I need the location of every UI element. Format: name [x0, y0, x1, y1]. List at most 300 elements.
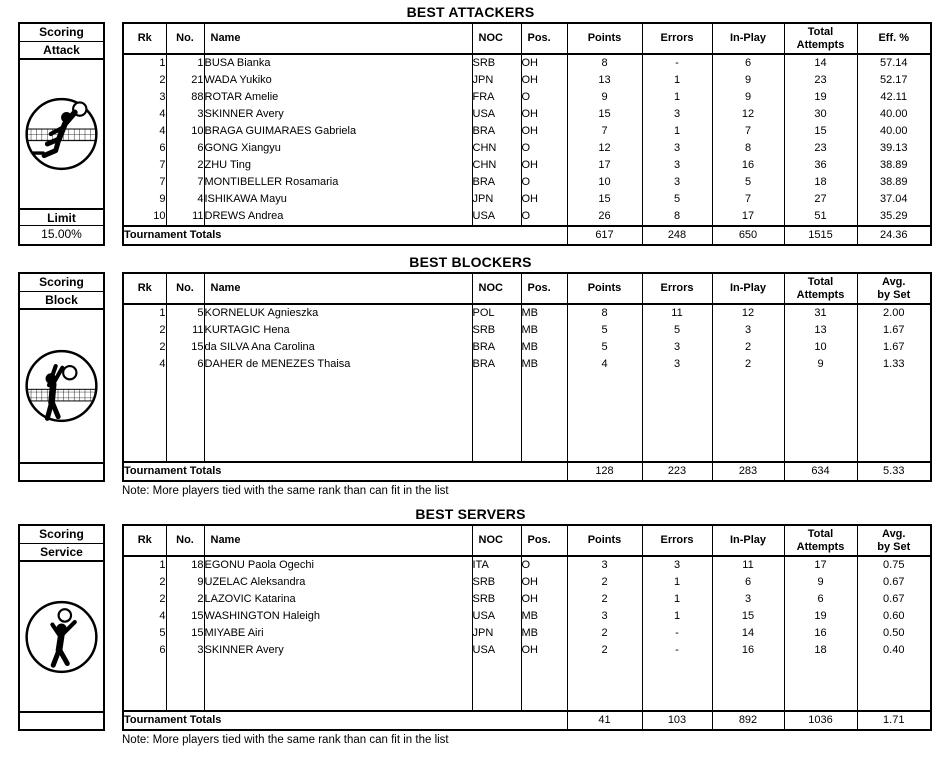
cell-num: 3 — [642, 157, 712, 174]
player-row — [123, 608, 931, 625]
cell-name: ROTAR Amelie — [204, 89, 472, 106]
cell-num: 2.00 — [857, 304, 931, 322]
cell-num: 8 — [712, 140, 784, 157]
cell-no: 6 — [166, 356, 204, 373]
cell-num: 2 — [712, 356, 784, 373]
cell-pos: O — [521, 208, 567, 226]
cell-pos: O — [521, 556, 567, 574]
cell-num: 9 — [567, 89, 642, 106]
col-total-line2: Attempts — [796, 38, 845, 51]
cell-num: 5 — [712, 174, 784, 191]
cell-rk: 1 — [123, 54, 166, 72]
cell-num: 15 — [567, 191, 642, 208]
cell-pos: OH — [521, 642, 567, 659]
cell-name: KORNELUK Agnieszka — [204, 304, 472, 322]
col-total-line2: Attempts — [796, 288, 845, 301]
attackers-rows — [123, 54, 931, 226]
cell-num: 19 — [784, 608, 857, 625]
cell-num: 1.67 — [857, 322, 931, 339]
cell-no: 4 — [166, 191, 204, 208]
totals-points: 617 — [567, 226, 642, 245]
cell-num: 42.11 — [857, 89, 931, 106]
col-number: No. — [166, 23, 204, 54]
col-rank: Rk — [123, 23, 166, 54]
cell-num: 57.14 — [857, 54, 931, 72]
cell-name: BUSA Bianka — [204, 54, 472, 72]
best-servers-table — [122, 524, 932, 731]
cell-num: 0.67 — [857, 574, 931, 591]
totals-avg: 5.33 — [857, 462, 931, 481]
attackers-band — [18, 22, 941, 246]
cell-num: 14 — [712, 625, 784, 642]
cell-name: ISHIKAWA Mayu — [204, 191, 472, 208]
cell-name: SKINNER Avery — [204, 642, 472, 659]
cell-noc: POL — [472, 304, 521, 322]
cell-no: 1 — [166, 54, 204, 72]
servers-band — [18, 524, 941, 731]
totals-attempts: 1036 — [784, 711, 857, 730]
cell-no: 7 — [166, 174, 204, 191]
cell-num: 3 — [642, 356, 712, 373]
cell-noc: BRA — [472, 174, 521, 191]
cell-num: 15 — [784, 123, 857, 140]
player-row — [123, 89, 931, 106]
cell-num: 9 — [712, 89, 784, 106]
player-row — [123, 304, 931, 322]
cell-num: 5 — [642, 191, 712, 208]
cell-no: 88 — [166, 89, 204, 106]
best-blockers-table — [122, 272, 932, 482]
empty-cell — [204, 659, 472, 711]
cell-no: 2 — [166, 157, 204, 174]
cell-num: 39.13 — [857, 140, 931, 157]
totals-inplay: 892 — [712, 711, 784, 730]
col-name: Name — [204, 525, 472, 556]
col-points: Points — [567, 525, 642, 556]
cell-pos: OH — [521, 191, 567, 208]
blockers-rows — [123, 304, 931, 462]
cell-num: 52.17 — [857, 72, 931, 89]
cell-name: MIYABE Airi — [204, 625, 472, 642]
cell-noc: CHN — [472, 157, 521, 174]
player-row — [123, 157, 931, 174]
empty-cell — [472, 659, 521, 711]
cell-rk: 2 — [123, 574, 166, 591]
col-errors: Errors — [642, 525, 712, 556]
cell-rk: 2 — [123, 72, 166, 89]
scoring-attack-sidebar — [18, 22, 105, 246]
sidebar-label-scoring: Scoring — [20, 274, 103, 292]
cell-pos: MB — [521, 339, 567, 356]
cell-num: 3 — [642, 106, 712, 123]
empty-cell — [784, 659, 857, 711]
cell-pos: OH — [521, 54, 567, 72]
cell-num: 1 — [642, 123, 712, 140]
empty-cell — [567, 659, 642, 711]
cell-pos: MB — [521, 608, 567, 625]
empty-cell — [204, 373, 472, 462]
cell-num: 14 — [784, 54, 857, 72]
player-row — [123, 339, 931, 356]
col-last-line1: Avg. — [882, 527, 906, 540]
cell-name: da SILVA Ana Carolina — [204, 339, 472, 356]
cell-num: 13 — [567, 72, 642, 89]
empty-cell — [712, 373, 784, 462]
cell-num: 37.04 — [857, 191, 931, 208]
col-points: Points — [567, 23, 642, 54]
cell-name: LAZOVIC Katarina — [204, 591, 472, 608]
player-row — [123, 123, 931, 140]
cell-no: 10 — [166, 123, 204, 140]
sidebar-label-block: Block — [20, 292, 103, 310]
cell-name: SKINNER Avery — [204, 106, 472, 123]
col-total-line1: Total — [807, 25, 834, 38]
cell-num: 12 — [712, 304, 784, 322]
col-noc: NOC — [472, 525, 521, 556]
player-row — [123, 191, 931, 208]
empty-cell — [642, 373, 712, 462]
totals-errors: 103 — [642, 711, 712, 730]
cell-no: 15 — [166, 625, 204, 642]
blockers-band — [18, 272, 941, 482]
cell-num: 16 — [712, 642, 784, 659]
cell-num: 2 — [567, 642, 642, 659]
empty-cell — [123, 373, 166, 462]
cell-num: 40.00 — [857, 106, 931, 123]
cell-rk: 4 — [123, 608, 166, 625]
cell-name: KURTAGIC Hena — [204, 322, 472, 339]
cell-pos: OH — [521, 591, 567, 608]
player-row — [123, 140, 931, 157]
totals-row — [123, 711, 931, 730]
cell-name: MONTIBELLER Rosamaria — [204, 174, 472, 191]
section-best-blockers — [0, 254, 941, 498]
cell-no: 6 — [166, 140, 204, 157]
cell-num: 10 — [567, 174, 642, 191]
cell-num: 5 — [642, 322, 712, 339]
cell-pos: OH — [521, 72, 567, 89]
cell-noc: USA — [472, 608, 521, 625]
cell-no: 3 — [166, 642, 204, 659]
totals-label: Tournament Totals — [123, 711, 567, 730]
totals-row — [123, 226, 931, 245]
cell-num: 17 — [784, 556, 857, 574]
cell-no: 2 — [166, 591, 204, 608]
cell-num: 16 — [784, 625, 857, 642]
sidebar-label-scoring: Scoring — [20, 526, 103, 544]
cell-num: 23 — [784, 72, 857, 89]
cell-rk: 3 — [123, 89, 166, 106]
header-row — [123, 23, 931, 54]
cell-name: UZELAC Aleksandra — [204, 574, 472, 591]
cell-num: 11 — [642, 304, 712, 322]
cell-num: 1 — [642, 89, 712, 106]
limit-label: Limit — [20, 208, 103, 226]
cell-pos: O — [521, 140, 567, 157]
cell-num: 2 — [567, 574, 642, 591]
block-player-icon — [20, 310, 103, 462]
cell-pos: O — [521, 89, 567, 106]
player-row — [123, 642, 931, 659]
col-total-line1: Total — [807, 527, 834, 540]
col-name: Name — [204, 23, 472, 54]
cell-num: 1.67 — [857, 339, 931, 356]
empty-cell — [521, 373, 567, 462]
col-inplay: In-Play — [712, 23, 784, 54]
totals-errors: 223 — [642, 462, 712, 481]
cell-noc: BRA — [472, 339, 521, 356]
cell-no: 9 — [166, 574, 204, 591]
col-noc: NOC — [472, 23, 521, 54]
totals-avg: 1.71 — [857, 711, 931, 730]
cell-name: WASHINGTON Haleigh — [204, 608, 472, 625]
cell-num: 3 — [642, 140, 712, 157]
cell-num: 4 — [567, 356, 642, 373]
cell-num: 2 — [567, 625, 642, 642]
cell-num: 8 — [567, 304, 642, 322]
cell-num: 2 — [712, 339, 784, 356]
player-row — [123, 54, 931, 72]
section-best-servers — [0, 506, 941, 747]
cell-num: 2 — [567, 591, 642, 608]
cell-rk: 2 — [123, 339, 166, 356]
totals-label: Tournament Totals — [123, 462, 567, 481]
cell-num: 35.29 — [857, 208, 931, 226]
col-pos: Pos. — [521, 273, 567, 304]
cell-num: 1 — [642, 574, 712, 591]
cell-num: 1 — [642, 72, 712, 89]
cell-name: DREWS Andrea — [204, 208, 472, 226]
scoring-block-sidebar — [18, 272, 105, 482]
cell-name: ZHU Ting — [204, 157, 472, 174]
player-row — [123, 72, 931, 89]
cell-num: 17 — [567, 157, 642, 174]
cell-num: 15 — [712, 608, 784, 625]
section-best-attackers — [0, 0, 941, 246]
header-row — [123, 273, 931, 304]
cell-no: 3 — [166, 106, 204, 123]
empty-cell — [521, 659, 567, 711]
cell-rk: 4 — [123, 356, 166, 373]
cell-num: 38.89 — [857, 174, 931, 191]
player-row — [123, 556, 931, 574]
cell-num: 51 — [784, 208, 857, 226]
cell-pos: OH — [521, 106, 567, 123]
cell-num: 26 — [567, 208, 642, 226]
cell-noc: JPN — [472, 625, 521, 642]
cell-num: 1 — [642, 608, 712, 625]
cell-noc: JPN — [472, 72, 521, 89]
cell-pos: MB — [521, 356, 567, 373]
cell-num: 7 — [712, 123, 784, 140]
cell-num: - — [642, 54, 712, 72]
cell-num: 8 — [567, 54, 642, 72]
cell-rk: 6 — [123, 642, 166, 659]
player-row — [123, 574, 931, 591]
col-name: Name — [204, 273, 472, 304]
cell-num: 3 — [712, 591, 784, 608]
cell-num: 3 — [567, 608, 642, 625]
totals-attempts: 634 — [784, 462, 857, 481]
cell-num: 5 — [567, 339, 642, 356]
col-pos: Pos. — [521, 525, 567, 556]
totals-label: Tournament Totals — [123, 226, 567, 245]
cell-num: 3 — [642, 174, 712, 191]
totals-inplay: 650 — [712, 226, 784, 245]
cell-num: 7 — [712, 191, 784, 208]
best-attackers-table — [122, 22, 932, 246]
cell-num: 17 — [712, 208, 784, 226]
cell-noc: USA — [472, 642, 521, 659]
cell-rk: 9 — [123, 191, 166, 208]
cell-num: 30 — [784, 106, 857, 123]
col-noc: NOC — [472, 273, 521, 304]
cell-num: 0.40 — [857, 642, 931, 659]
cell-num: - — [642, 625, 712, 642]
cell-rk: 10 — [123, 208, 166, 226]
empty-cell — [166, 373, 204, 462]
totals-points: 128 — [567, 462, 642, 481]
totals-errors: 248 — [642, 226, 712, 245]
empty-cell — [857, 659, 931, 711]
cell-num: 1 — [642, 591, 712, 608]
cell-pos: O — [521, 174, 567, 191]
col-total-line1: Total — [807, 275, 834, 288]
cell-num: 12 — [567, 140, 642, 157]
cell-no: 11 — [166, 208, 204, 226]
cell-name: EGONU Paola Ogechi — [204, 556, 472, 574]
cell-rk: 7 — [123, 174, 166, 191]
cell-num: 3 — [642, 556, 712, 574]
cell-pos: MB — [521, 322, 567, 339]
player-row — [123, 625, 931, 642]
cell-num: 6 — [784, 591, 857, 608]
cell-num: 6 — [712, 574, 784, 591]
col-inplay: In-Play — [712, 273, 784, 304]
col-total-attempts — [784, 23, 857, 54]
attack-player-icon — [20, 60, 103, 208]
totals-attempts: 1515 — [784, 226, 857, 245]
limit-value: 15.00% — [41, 227, 82, 241]
col-points: Points — [567, 273, 642, 304]
col-total-attempts — [784, 273, 857, 304]
cell-no: 21 — [166, 72, 204, 89]
cell-noc: USA — [472, 208, 521, 226]
section-title: BEST ATTACKERS — [406, 4, 535, 20]
cell-num: 18 — [784, 174, 857, 191]
sidebar-label-service: Service — [20, 544, 103, 562]
cell-noc: USA — [472, 106, 521, 123]
empty-cell — [857, 373, 931, 462]
cell-rk: 4 — [123, 123, 166, 140]
header-row — [123, 525, 931, 556]
cell-num: 18 — [784, 642, 857, 659]
cell-num: 9 — [712, 72, 784, 89]
cell-noc: BRA — [472, 356, 521, 373]
cell-num: 31 — [784, 304, 857, 322]
cell-rk: 2 — [123, 322, 166, 339]
sidebar-label-scoring: Scoring — [20, 24, 103, 42]
section-title: BEST BLOCKERS — [409, 254, 532, 270]
cell-rk: 2 — [123, 591, 166, 608]
cell-pos: OH — [521, 123, 567, 140]
player-row — [123, 106, 931, 123]
col-avg-by-set — [857, 525, 931, 556]
player-row — [123, 356, 931, 373]
col-inplay: In-Play — [712, 525, 784, 556]
col-avg-by-set — [857, 273, 931, 304]
col-total-line2: Attempts — [796, 540, 845, 553]
col-errors: Errors — [642, 273, 712, 304]
cell-num: 0.67 — [857, 591, 931, 608]
totals-inplay: 283 — [712, 462, 784, 481]
cell-num: 3 — [712, 322, 784, 339]
col-errors: Errors — [642, 23, 712, 54]
cell-pos: MB — [521, 304, 567, 322]
cell-num: 3 — [567, 556, 642, 574]
servers-rows — [123, 556, 931, 711]
cell-rk: 1 — [123, 556, 166, 574]
totals-row — [123, 462, 931, 481]
cell-num: 12 — [712, 106, 784, 123]
cell-num: 8 — [642, 208, 712, 226]
cell-num: 38.89 — [857, 157, 931, 174]
cell-num: 9 — [784, 356, 857, 373]
cell-num: 3 — [642, 339, 712, 356]
player-row — [123, 174, 931, 191]
tied-rank-note: Note: More players tied with the same rank than can fit in the list — [122, 485, 449, 497]
cell-num: 1.33 — [857, 356, 931, 373]
col-last-line2: by Set — [877, 288, 911, 301]
cell-num: 11 — [712, 556, 784, 574]
player-row — [123, 322, 931, 339]
sidebar-empty-footer — [20, 462, 103, 480]
cell-num: 10 — [784, 339, 857, 356]
cell-num: 16 — [712, 157, 784, 174]
cell-no: 11 — [166, 322, 204, 339]
cell-name: BRAGA GUIMARAES Gabriela — [204, 123, 472, 140]
cell-name: DAHER de MENEZES Thaisa — [204, 356, 472, 373]
col-efficiency — [857, 23, 931, 54]
col-rank: Rk — [123, 525, 166, 556]
cell-pos: OH — [521, 574, 567, 591]
col-pos: Pos. — [521, 23, 567, 54]
cell-num: 13 — [784, 322, 857, 339]
col-last-line1: Avg. — [882, 275, 906, 288]
cell-num: 19 — [784, 89, 857, 106]
cell-noc: SRB — [472, 322, 521, 339]
cell-num: 23 — [784, 140, 857, 157]
cell-noc: JPN — [472, 191, 521, 208]
cell-rk: 1 — [123, 304, 166, 322]
empty-cell — [472, 373, 521, 462]
cell-num: 36 — [784, 157, 857, 174]
cell-num: 40.00 — [857, 123, 931, 140]
cell-noc: SRB — [472, 591, 521, 608]
cell-name: GONG Xiangyu — [204, 140, 472, 157]
cell-no: 15 — [166, 608, 204, 625]
cell-num: 6 — [712, 54, 784, 72]
empty-cell — [567, 373, 642, 462]
empty-spacer-row — [123, 373, 931, 462]
serve-player-icon — [20, 562, 103, 711]
cell-num: 27 — [784, 191, 857, 208]
col-last-line2: by Set — [877, 540, 911, 553]
sidebar-label-attack: Attack — [20, 42, 103, 60]
empty-cell — [123, 659, 166, 711]
cell-num: 0.75 — [857, 556, 931, 574]
cell-num: 15 — [567, 106, 642, 123]
